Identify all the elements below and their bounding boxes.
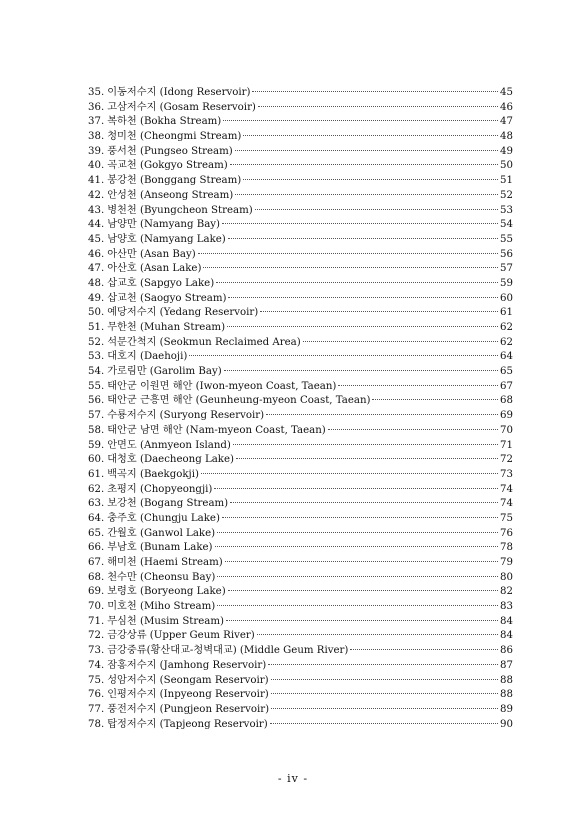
toc-entry-page: 59 xyxy=(500,277,513,289)
toc-entry-title: 복하천 (Bokha Stream) xyxy=(107,116,222,128)
toc-dot-leader xyxy=(271,708,498,709)
toc-entry-page: 57 xyxy=(500,263,513,275)
table-of-contents xyxy=(88,86,513,732)
toc-dot-leader xyxy=(222,223,498,224)
toc-entry-title: 잠홍저수지 (Jamhong Reservoir) xyxy=(107,659,267,671)
toc-dot-leader xyxy=(198,253,498,254)
toc-entry[interactable] xyxy=(88,189,513,204)
toc-entry-title: 백곡지 (Baekgokji) xyxy=(107,468,199,480)
toc-entry[interactable] xyxy=(88,483,513,498)
toc-entry-title: 수룡저수지 (Suryong Reservoir) xyxy=(107,410,265,422)
toc-entry-number: 48. xyxy=(88,277,105,289)
toc-dot-leader xyxy=(228,590,498,591)
toc-dot-leader xyxy=(230,502,498,503)
toc-entry[interactable] xyxy=(88,218,513,233)
toc-entry-number: 43. xyxy=(88,204,105,216)
toc-entry-page: 49 xyxy=(500,145,513,157)
toc-entry-page: 61 xyxy=(500,307,513,319)
toc-entry[interactable] xyxy=(88,615,513,630)
toc-entry-page: 62 xyxy=(500,322,513,333)
toc-dot-leader xyxy=(338,385,498,386)
toc-entry-title: 보령호 (Boryeong Lake) xyxy=(107,586,226,598)
toc-entry-title: 안면도 (Anmyeon Island) xyxy=(107,439,231,451)
toc-dot-leader xyxy=(228,238,498,239)
toc-entry[interactable] xyxy=(88,468,513,483)
toc-entry-title: 병천천 (Byungcheon Stream) xyxy=(107,204,253,216)
toc-entry-title: 대청호 (Daecheong Lake) xyxy=(107,454,234,466)
toc-entry[interactable] xyxy=(88,571,513,586)
toc-entry-number: 53. xyxy=(88,351,105,363)
toc-dot-leader xyxy=(270,723,498,724)
toc-dot-leader xyxy=(217,605,498,606)
toc-entry[interactable] xyxy=(88,365,513,380)
toc-entry-page: 47 xyxy=(500,116,513,128)
toc-dot-leader xyxy=(223,120,498,121)
toc-entry-page: 80 xyxy=(500,571,513,583)
toc-entry[interactable] xyxy=(88,204,513,219)
toc-entry-title: 무심천 (Musim Stream) xyxy=(107,615,224,627)
toc-entry-number: 44. xyxy=(88,219,105,231)
toc-entry-page: 69 xyxy=(500,410,513,422)
toc-entry-title: 가로림만 (Garolim Bay) xyxy=(107,366,222,378)
toc-entry-page: 87 xyxy=(500,659,513,671)
toc-dot-leader xyxy=(189,355,498,356)
toc-entry-number: 72. xyxy=(88,630,105,642)
toc-entry[interactable] xyxy=(88,688,513,703)
toc-entry-title: 봉강천 (Bonggang Stream) xyxy=(107,175,242,187)
toc-dot-leader xyxy=(328,429,498,430)
toc-entry-number: 45. xyxy=(88,233,105,245)
toc-entry-number: 58. xyxy=(88,424,105,436)
toc-dot-leader xyxy=(214,488,498,489)
toc-entry-number: 41. xyxy=(88,175,105,187)
toc-entry-title: 태안군 남면 해안 (Nam-myeon Coast, Taean) xyxy=(107,424,326,436)
toc-entry[interactable] xyxy=(88,629,513,644)
toc-list xyxy=(88,86,513,732)
toc-entry-title: 아산호 (Asan Lake) xyxy=(107,263,202,275)
toc-entry-page: 56 xyxy=(500,248,513,260)
toc-entry-title: 풍서천 (Pungseo Stream) xyxy=(107,145,233,157)
toc-entry[interactable] xyxy=(88,718,513,733)
toc-entry[interactable] xyxy=(88,336,513,351)
toc-entry-number: 46. xyxy=(88,248,105,260)
toc-entry-number: 35. xyxy=(88,87,105,98)
toc-entry[interactable] xyxy=(88,541,513,556)
toc-entry-number: 65. xyxy=(88,527,105,539)
toc-dot-leader xyxy=(226,620,498,621)
toc-entry-title: 간월호 (Ganwol Lake) xyxy=(107,527,216,539)
toc-dot-leader xyxy=(266,414,498,415)
toc-dot-leader xyxy=(217,532,498,533)
toc-entry-title: 삽교천 (Saogyo Stream) xyxy=(107,292,227,304)
toc-entry-title: 예당저수지 (Yedang Reservoir) xyxy=(107,307,259,319)
toc-dot-leader xyxy=(257,634,498,635)
toc-entry-page: 84 xyxy=(500,615,513,627)
toc-entry[interactable] xyxy=(88,145,513,160)
toc-entry[interactable] xyxy=(88,277,513,292)
toc-entry[interactable] xyxy=(88,674,513,689)
toc-dot-leader xyxy=(260,311,498,312)
toc-entry[interactable] xyxy=(88,321,513,336)
toc-entry-page: 70 xyxy=(500,424,513,436)
toc-entry[interactable] xyxy=(88,497,513,512)
toc-entry-page: 54 xyxy=(500,219,513,231)
toc-dot-leader xyxy=(268,664,498,665)
toc-entry-title: 고삼저수지 (Gosam Reservoir) xyxy=(107,101,256,113)
toc-entry-title: 삽교호 (Sapgyo Lake) xyxy=(107,277,215,289)
toc-entry-page: 60 xyxy=(500,292,513,304)
toc-dot-leader xyxy=(215,546,498,547)
toc-entry[interactable] xyxy=(88,86,513,101)
toc-entry[interactable] xyxy=(88,512,513,527)
toc-dot-leader xyxy=(243,135,498,136)
toc-entry[interactable] xyxy=(88,306,513,321)
toc-entry[interactable] xyxy=(88,380,513,395)
toc-entry-page: 84 xyxy=(500,630,513,642)
toc-dot-leader xyxy=(224,370,498,371)
toc-entry-page: 88 xyxy=(500,689,513,701)
toc-dot-leader xyxy=(201,473,498,474)
toc-entry[interactable] xyxy=(88,556,513,571)
toc-entry-number: 77. xyxy=(88,703,105,715)
toc-entry-number: 37. xyxy=(88,116,105,128)
toc-entry-number: 36. xyxy=(88,101,105,113)
toc-dot-leader xyxy=(233,444,498,445)
toc-entry-title: 안성천 (Anseong Stream) xyxy=(107,189,234,201)
toc-entry-page: 71 xyxy=(500,439,513,451)
toc-entry-number: 55. xyxy=(88,380,105,392)
toc-dot-leader xyxy=(235,194,498,195)
toc-dot-leader xyxy=(236,458,498,459)
toc-entry-page: 46 xyxy=(500,101,513,113)
toc-dot-leader xyxy=(216,282,498,283)
toc-dot-leader xyxy=(203,267,498,268)
toc-entry[interactable] xyxy=(88,115,513,130)
toc-dot-leader xyxy=(258,106,498,107)
page-number: - iv - xyxy=(277,772,309,785)
toc-entry-page: 75 xyxy=(500,512,513,524)
toc-entry[interactable] xyxy=(88,174,513,189)
toc-entry-page: 55 xyxy=(500,233,513,245)
toc-entry-page: 86 xyxy=(500,645,513,657)
toc-entry[interactable] xyxy=(88,527,513,542)
toc-entry-number: 74. xyxy=(88,659,105,671)
toc-entry[interactable] xyxy=(88,101,513,116)
toc-entry-page: 64 xyxy=(500,351,513,363)
toc-entry-number: 47. xyxy=(88,263,105,275)
toc-entry-title: 청미천 (Cheongmi Stream) xyxy=(107,131,242,143)
toc-entry-page: 51 xyxy=(500,175,513,187)
toc-entry-page: 45 xyxy=(500,87,513,98)
toc-dot-leader xyxy=(372,399,498,400)
toc-entry-title: 아산만 (Asan Bay) xyxy=(107,248,196,260)
toc-entry[interactable] xyxy=(88,703,513,718)
toc-entry[interactable] xyxy=(88,394,513,409)
toc-entry-title: 풍전저수지 (Pungjeon Reservoir) xyxy=(107,703,270,715)
toc-entry-number: 62. xyxy=(88,483,105,495)
toc-entry-number: 49. xyxy=(88,292,105,304)
toc-entry[interactable] xyxy=(88,644,513,659)
toc-entry[interactable] xyxy=(88,424,513,439)
toc-entry-page: 82 xyxy=(500,586,513,598)
toc-entry-page: 53 xyxy=(500,204,513,216)
toc-entry-number: 52. xyxy=(88,336,105,348)
toc-entry-page: 78 xyxy=(500,542,513,554)
toc-dot-leader xyxy=(225,561,498,562)
toc-entry-number: 64. xyxy=(88,512,105,524)
toc-entry-number: 39. xyxy=(88,145,105,157)
toc-dot-leader xyxy=(227,326,498,327)
toc-entry-number: 40. xyxy=(88,160,105,172)
toc-entry-number: 68. xyxy=(88,571,105,583)
toc-entry-page: 65 xyxy=(500,366,513,378)
toc-entry-number: 60. xyxy=(88,454,105,466)
toc-entry-title: 보강천 (Bogang Stream) xyxy=(107,498,229,510)
toc-entry-title: 초평지 (Chopyeongji) xyxy=(107,483,213,495)
toc-entry-number: 70. xyxy=(88,601,105,613)
toc-entry-page: 73 xyxy=(500,468,513,480)
toc-dot-leader xyxy=(303,341,498,342)
toc-dot-leader xyxy=(243,179,498,180)
toc-entry-title: 남양만 (Namyang Bay) xyxy=(107,219,221,231)
toc-entry-number: 54. xyxy=(88,366,105,378)
toc-entry-page: 83 xyxy=(500,601,513,613)
toc-dot-leader xyxy=(235,150,498,151)
toc-entry[interactable] xyxy=(88,248,513,263)
toc-entry-number: 76. xyxy=(88,689,105,701)
toc-entry[interactable] xyxy=(88,233,513,248)
toc-entry-number: 67. xyxy=(88,557,105,568)
toc-entry-number: 50. xyxy=(88,307,105,319)
toc-entry-title: 금강중류(황산대교-청벽대교) (Middle Geum River) xyxy=(107,645,349,657)
toc-entry-number: 69. xyxy=(88,586,105,598)
toc-dot-leader xyxy=(252,91,498,92)
toc-entry-number: 63. xyxy=(88,498,105,510)
toc-entry-number: 57. xyxy=(88,410,105,422)
toc-dot-leader xyxy=(255,209,498,210)
toc-entry-number: 78. xyxy=(88,718,105,730)
toc-entry-number: 51. xyxy=(88,322,105,333)
toc-entry-page: 52 xyxy=(500,189,513,201)
toc-dot-leader xyxy=(230,164,498,165)
toc-entry-page: 68 xyxy=(500,395,513,407)
toc-entry-number: 56. xyxy=(88,395,105,407)
toc-entry-title: 인평저수지 (Inpyeong Reservoir) xyxy=(107,689,269,701)
toc-entry-page: 76 xyxy=(500,527,513,539)
toc-entry-page: 89 xyxy=(500,703,513,715)
toc-entry-page: 74 xyxy=(500,483,513,495)
toc-entry[interactable] xyxy=(88,659,513,674)
toc-entry-title: 금강상류 (Upper Geum River) xyxy=(107,630,255,642)
toc-entry-title: 곡교천 (Gokgyo Stream) xyxy=(107,160,228,172)
toc-entry[interactable] xyxy=(88,439,513,454)
toc-entry-title: 이동저수지 (Idong Reservoir) xyxy=(107,87,251,98)
toc-entry-number: 73. xyxy=(88,645,105,657)
toc-entry[interactable] xyxy=(88,600,513,615)
toc-entry-page: 62 xyxy=(500,336,513,348)
toc-entry-title: 태안군 이원면 해안 (Iwon-myeon Coast, Taean) xyxy=(107,380,337,392)
toc-entry-page: 50 xyxy=(500,160,513,172)
toc-dot-leader xyxy=(350,649,498,650)
toc-entry-title: 미호천 (Miho Stream) xyxy=(107,601,216,613)
toc-entry[interactable] xyxy=(88,130,513,145)
toc-entry-page: 72 xyxy=(500,454,513,466)
toc-dot-leader xyxy=(217,576,498,577)
toc-entry-title: 태안군 근흥면 해안 (Geunheung-myeon Coast, Taean) xyxy=(107,395,371,407)
toc-entry-title: 무한천 (Muhan Stream) xyxy=(107,322,226,333)
toc-entry-number: 66. xyxy=(88,542,105,554)
toc-dot-leader xyxy=(222,517,498,518)
toc-entry[interactable] xyxy=(88,262,513,277)
toc-entry-number: 75. xyxy=(88,674,105,686)
toc-entry-title: 부남호 (Bunam Lake) xyxy=(107,542,213,554)
toc-entry-page: 79 xyxy=(500,557,513,568)
toc-entry[interactable] xyxy=(88,159,513,174)
toc-entry[interactable] xyxy=(88,292,513,307)
toc-entry-title: 대호지 (Daehoji) xyxy=(107,351,188,363)
toc-entry-page: 90 xyxy=(500,718,513,730)
toc-entry-page: 88 xyxy=(500,674,513,686)
toc-entry-title: 남양호 (Namyang Lake) xyxy=(107,233,226,245)
toc-entry-number: 61. xyxy=(88,468,105,480)
toc-dot-leader xyxy=(271,693,498,694)
toc-entry-number: 59. xyxy=(88,439,105,451)
toc-entry[interactable] xyxy=(88,350,513,365)
toc-dot-leader xyxy=(271,679,498,680)
toc-entry-page: 67 xyxy=(500,380,513,392)
toc-entry[interactable] xyxy=(88,585,513,600)
toc-entry-title: 천수만 (Cheonsu Bay) xyxy=(107,571,216,583)
toc-entry-title: 탑정저수지 (Tapjeong Reservoir) xyxy=(107,718,268,730)
toc-entry[interactable] xyxy=(88,453,513,468)
toc-entry-number: 38. xyxy=(88,131,105,143)
toc-entry-title: 해미천 (Haemi Stream) xyxy=(107,557,223,568)
toc-entry-number: 42. xyxy=(88,189,105,201)
toc-entry-title: 성암저수지 (Seongam Reservoir) xyxy=(107,674,269,686)
toc-entry-number: 71. xyxy=(88,615,105,627)
toc-dot-leader xyxy=(228,297,498,298)
toc-entry-page: 48 xyxy=(500,131,513,143)
toc-entry[interactable] xyxy=(88,409,513,424)
toc-entry-title: 충주호 (Chungju Lake) xyxy=(107,512,220,524)
toc-entry-title: 석문간척지 (Seokmun Reclaimed Area) xyxy=(107,336,301,348)
toc-entry-page: 74 xyxy=(500,498,513,510)
